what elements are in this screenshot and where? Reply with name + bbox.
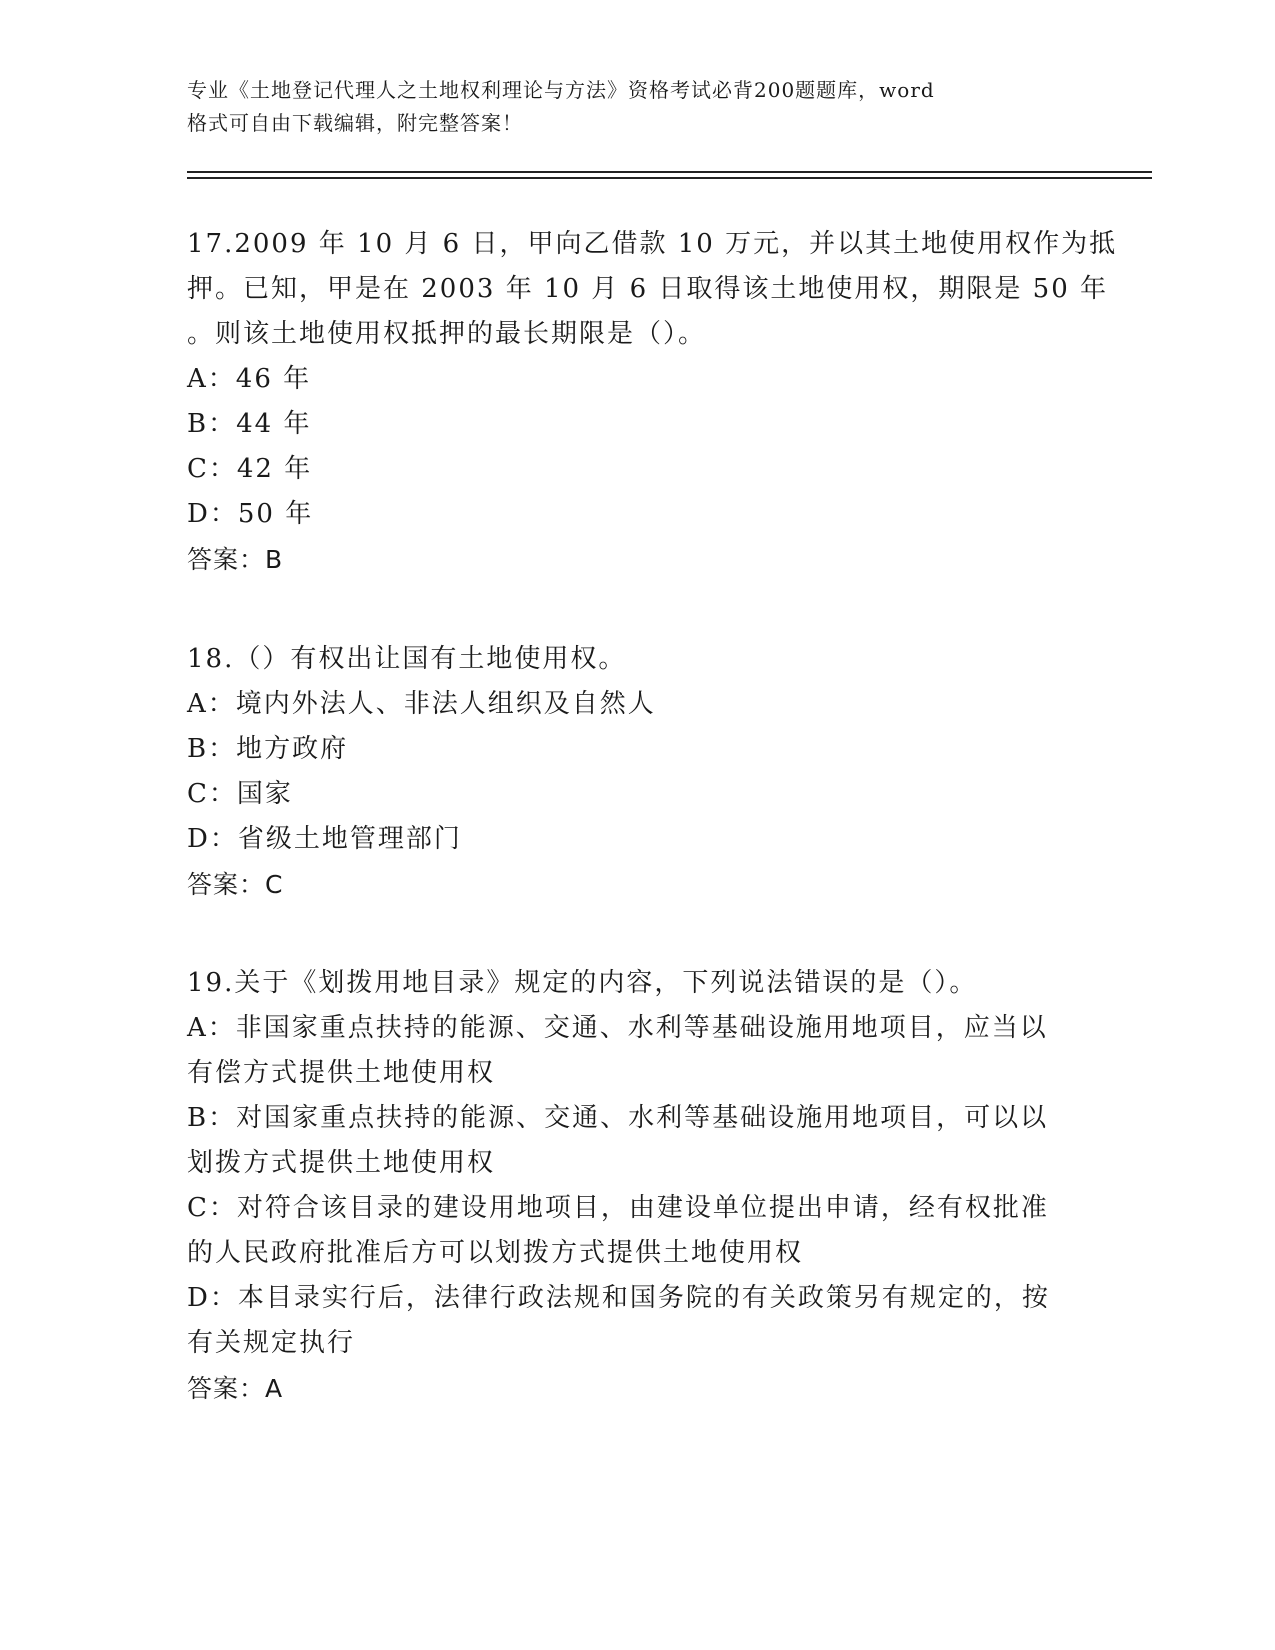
option-b: B：44 年 xyxy=(187,409,312,439)
document-header xyxy=(187,74,1067,140)
question-18 xyxy=(187,637,1087,907)
question-stem-line: 押。已知，甲是在 2003 年 10 月 6 日取得该土地使用权，期限是 50 年 xyxy=(187,274,1108,304)
question-stem-line: 19.关于《划拨用地目录》规定的内容，下列说法错误的是（）。 xyxy=(187,968,978,998)
header-divider-bottom xyxy=(187,177,1152,179)
option-d-continued: 有关规定执行 xyxy=(187,1328,356,1358)
answer: 答案：A xyxy=(187,1374,284,1403)
option-b: B：地方政府 xyxy=(187,734,349,764)
option-a: A：非国家重点扶持的能源、交通、水利等基础设施用地项目，应当以 xyxy=(187,1013,1048,1043)
answer: 答案：B xyxy=(187,545,284,574)
option-d: D：省级土地管理部门 xyxy=(187,824,462,854)
answer: 答案：C xyxy=(187,870,284,899)
option-c: C：国家 xyxy=(187,779,293,809)
question-stem-line: 18.（）有权出让国有土地使用权。 xyxy=(187,644,627,674)
option-d: D：50 年 xyxy=(187,499,314,529)
question-17 xyxy=(187,222,1118,582)
option-a-continued: 有偿方式提供土地使用权 xyxy=(187,1058,496,1088)
option-a: A：46 年 xyxy=(187,364,312,394)
question-stem-line: 17.2009 年 10 月 6 日，甲向乙借款 10 万元，并以其土地使用权作为抵 xyxy=(187,229,1118,259)
question-stem-line: 。则该土地使用权抵押的最长期限是（）。 xyxy=(187,319,707,349)
option-c: C：42 年 xyxy=(187,454,313,484)
option-b-continued: 划拨方式提供土地使用权 xyxy=(187,1148,496,1178)
question-19 xyxy=(187,961,1087,1411)
option-b: B：对国家重点扶持的能源、交通、水利等基础设施用地项目，可以以 xyxy=(187,1103,1049,1133)
option-d: D：本目录实行后，法律行政法规和国务院的有关政策另有规定的，按 xyxy=(187,1283,1050,1313)
option-c: C：对符合该目录的建设用地项目，由建设单位提出申请，经有权批准 xyxy=(187,1193,1049,1223)
header-divider-top xyxy=(187,171,1152,173)
option-c-continued: 的人民政府批准后方可以划拨方式提供土地使用权 xyxy=(187,1238,804,1268)
option-a: A：境内外法人、非法人组织及自然人 xyxy=(187,689,656,719)
header-line-1: 专业《土地登记代理人之土地权利理论与方法》资格考试必背200题题库，word xyxy=(187,78,935,102)
header-line-2: 格式可自由下载编辑，附完整答案！ xyxy=(187,111,523,135)
